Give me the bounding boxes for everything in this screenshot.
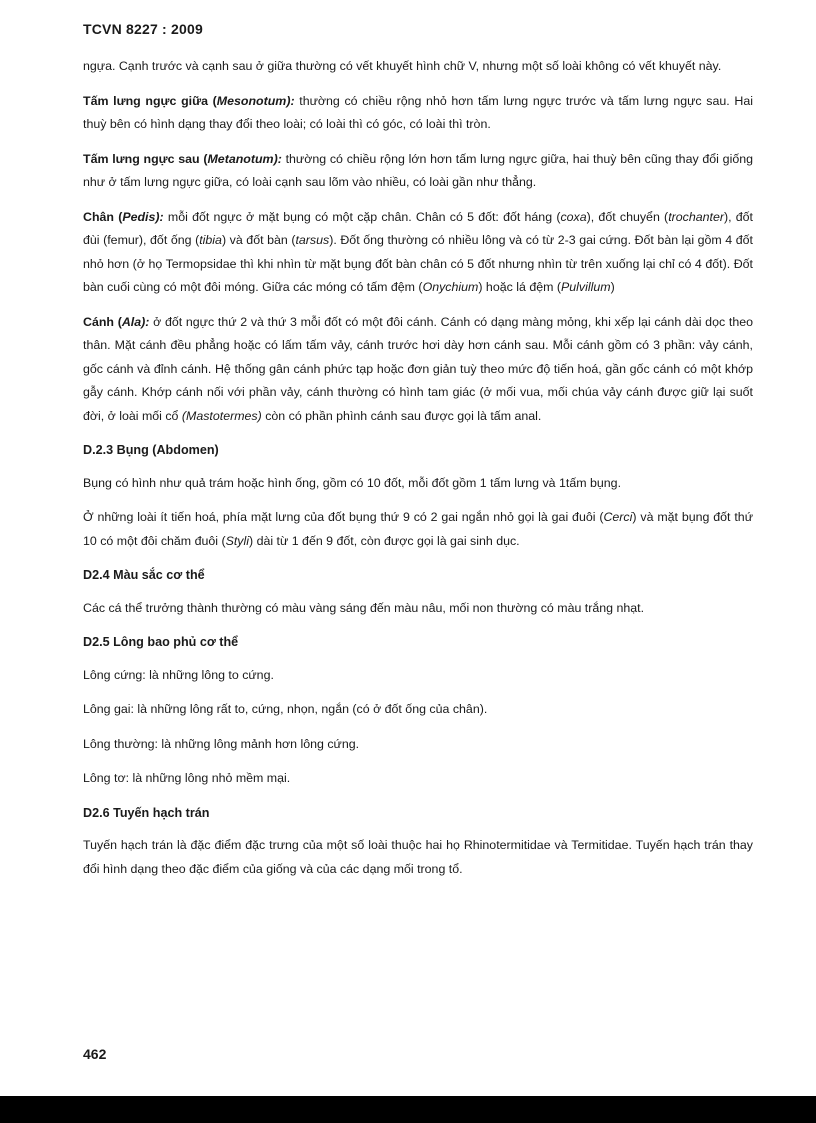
term-label: Cánh ( [83,314,122,329]
paragraph-text: ) và mặt bụng đốt thứ 10 có một đôi chăm đuôi ( [83,510,753,548]
paragraph-text: ở đốt ngực thứ 2 và thứ 3 mỗi đốt có một đôi cánh. Cánh có dạng màng mỏng, khi xếp lại cánh dài dọc theo thân. Mặt cánh đều phẳng hoặc có lấm tấm vảy, cánh trước hơi dày hơn cánh sau. Mỗi cánh gồm có 3 phần: vảy cánh, gốc cánh và đỉnh cánh. Hệ thống gân cánh phức tạp hoặc đơn giản tuỳ theo mức độ tiến hoá, gần gốc cánh có một khớp gẫy cánh. Khớp cánh nối với phần vảy, cánh thường có hình tam giác (ở mối vua, mối chúa vảy cánh được giữ lại suốt đời, ở loài mối cổ [83,314,753,423]
latin-term: Onychium [422,280,479,294]
paragraph-pedis [83,206,753,300]
paragraph-text: ) dài từ 1 đến 9 đốt, còn được gọi là gai sinh dục. [249,533,520,548]
paragraph-mesonotum [83,90,753,137]
paragraph-text: ) hoặc lá đệm ( [478,280,561,294]
term-label: Tấm lưng ngực giữa ( [83,93,217,108]
latin-term: trochanter [668,209,724,224]
term-close: ): [273,151,282,166]
term-latin: Ala [121,314,142,329]
paragraph-text: mỗi đốt ngực ở mặt bụng có một cặp chân. Chân có 5 đốt: đốt háng ( [163,209,561,224]
paragraph-text: ), đốt đùi (femur), đốt ống ( [83,209,753,247]
latin-term: tarsus [295,233,330,247]
section-heading-abdomen: D.2.3 Bụng (Abdomen) [83,443,219,457]
term-latin: Metanotum [207,151,274,166]
document-header: TCVN 8227 : 2009 [83,21,203,37]
section-heading-color: D2.4 Màu sắc cơ thể [83,568,205,582]
paragraph-text: ) và đốt bàn ( [221,233,296,247]
term-latin: Mesonotum [216,93,287,108]
paragraph-text: ) [610,280,615,294]
paragraph-fontanelle: Tuyến hạch trán là đặc điểm đặc trưng của một số loài thuộc hai họ Rhinotermitidae và Termitidae. Tuyến hạch trán thay đổi hình dạng theo đặc điểm của giống và của các dạng mối trong tổ. [83,838,753,876]
latin-term: (Mastotermes) [181,408,262,423]
paragraph-text: còn có phần phình cánh sau được gọi là tấm anal. [261,408,542,423]
latin-term: Styli [225,533,249,548]
list-item-hair-fine: Lông tơ: là những lông nhỏ mềm mại. [83,771,291,785]
term-label: Chân ( [83,209,123,224]
list-item-hair-normal: Lông thường: là những lông mảnh hơn lông cứng. [83,736,360,751]
list-item-hair-spine: Lông gai: là những lông rất to, cứng, nhọn, ngắn (có ở đốt ống của chân). [83,702,488,716]
paragraph-text: thường có chiều rộng nhỏ hơn tấm lưng ngực trước và tấm lưng ngực sau. Hai thuỳ bên có hình dạng thay đổi theo loài; có loài thì có góc, có loài thì tròn. [83,93,753,131]
term-latin: Pedis [122,209,156,224]
latin-term: Pulvillum [561,280,611,294]
section-heading-hair: D2.5 Lông bao phủ cơ thể [83,635,239,649]
paragraph-continuation: ngựa. Cạnh trước và cạnh sau ở giữa thường có vết khuyết hình chữ V, nhưng một số loài không có vết khuyết này. [83,59,722,73]
paragraph-text: Ở những loài ít tiến hoá, phía mặt lưng của đốt bụng thứ 9 có 2 gai ngắn nhỏ gọi là gai đuôi ( [83,510,604,524]
paragraph-text: thường có chiều rộng lớn hơn tấm lưng ngực giữa, hai thuỳ bên cũng thay đổi giống như ở tấm lưng ngực giữa, có loài cạnh sau lõm vào nhiều, có loài gần như thẳng. [83,151,753,189]
paragraph-color: Các cá thể trưởng thành thường có màu vàng sáng đến màu nâu, mối non thường có màu trắng nhạt. [83,600,645,615]
paragraph-metanotum [83,148,753,195]
paragraph-abdomen-shape: Bụng có hình như quả trám hoặc hình ống, gồm có 10 đốt, mỗi đốt gồm 1 tấm lưng và 1tấm bụng. [83,475,622,490]
latin-term: coxa [560,209,587,224]
paragraph-abdomen-cerci [83,506,753,553]
term-close: ): [141,314,150,329]
paragraph-ala [83,311,753,429]
scan-border [0,1096,816,1123]
document-body [83,55,753,892]
section-heading-fontanelle: D2.6 Tuyến hạch trán [83,805,210,820]
list-item-hair-stiff: Lông cứng: là những lông to cứng. [83,667,274,682]
page-number: 462 [83,1046,107,1062]
term-close: ): [286,93,295,108]
paragraph-text: ), đốt chuyển ( [586,209,669,224]
latin-term: tibia [199,233,222,247]
latin-term: Cerci [603,510,633,524]
paragraph-text: ). Đốt ống thường có nhiều lông và có từ 2-3 gai cứng. Đốt bàn lại gồm 4 đốt nhỏ hơn (ở họ Termopsidae thì khi nhìn từ mặt bụng đốt bàn chân có 5 đốt nhưng nhìn từ trên xuống lại chỉ có 4 đốt). Đốt bàn cuối cùng có một đôi móng. Giữa các móng có tấm đệm ( [83,233,753,294]
term-close: ): [155,209,164,224]
term-label: Tấm lưng ngực sau ( [83,151,208,166]
